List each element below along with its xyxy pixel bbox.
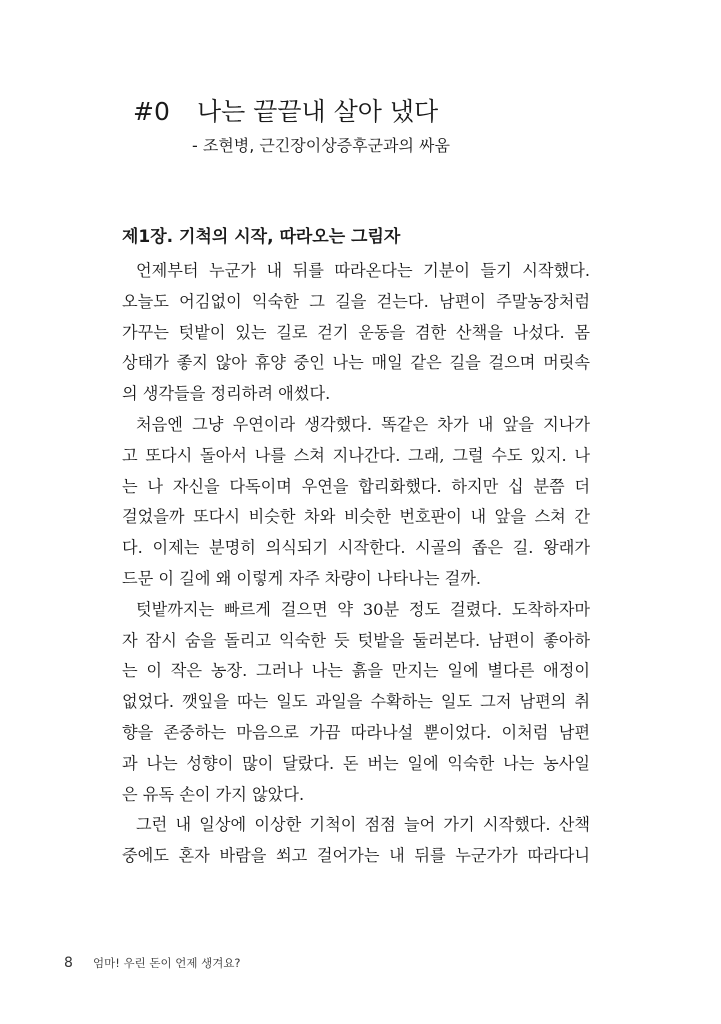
section-heading: 제1장. 기척의 시작, 따라오는 그림자 (122, 227, 401, 247)
chapter-header (133, 92, 438, 128)
text-line: 고 또다시 돌아서 나를 스쳐 지나간다. 그래, 그럴 수도 있지. 나 (122, 445, 590, 465)
text-line: 텃밭까지는 빠르게 걸으면 약 30분 정도 걸렸다. 도착하자마 (136, 599, 590, 619)
text-line: 다. 이제는 분명히 의식되기 시작한다. 시골의 좁은 길. 왕래가 (122, 538, 590, 558)
text-line: 언제부터 누군가 내 뒤를 따라온다는 기분이 들기 시작했다. (136, 261, 590, 280)
text-line: 오늘도 어김없이 익숙한 그 길을 걷는다. 남편이 주말농장처럼 (122, 291, 590, 311)
text-line: 의 생각들을 정리하려 애썼다. (122, 384, 331, 404)
chapter-title: 나는 끝끝내 살아 냈다 (197, 97, 439, 126)
page-number: 8 (64, 955, 73, 971)
chapter-number: #0 (133, 97, 170, 126)
text-line: 그런 내 일상에 이상한 기척이 점점 늘어 가기 시작했다. 산책 (136, 815, 590, 835)
text-line: 은 유독 손이 가지 않았다. (122, 784, 305, 804)
text-line: 상태가 좋지 않아 휴양 중인 나는 매일 같은 길을 걸으며 머릿속 (122, 353, 590, 373)
text-line: 자 잠시 숨을 돌리고 익숙한 듯 텃밭을 둘러본다. 남편이 좋아하 (122, 630, 590, 650)
body-text (122, 256, 590, 872)
running-book-title: 엄마! 우린 돈이 언제 생겨요? (93, 956, 241, 970)
text-line: 중에도 혼자 바람을 쐬고 걸어가는 내 뒤를 누군가가 따라다니 (122, 846, 590, 866)
text-line: 걸었을까 또다시 비슷한 차와 비슷한 번호판이 내 앞을 스쳐 간 (122, 507, 590, 527)
text-line: 없었다. 깻잎을 따는 일도 과일을 수확하는 일도 그저 남편의 취 (122, 692, 590, 712)
text-line: 는 나 자신을 다독이며 우연을 합리화했다. 하지만 십 분쯤 더 (122, 476, 590, 496)
text-line: 향을 존중하는 마음으로 가끔 따라나설 뿐이었다. 이처럼 남편 (122, 722, 590, 742)
text-line: 는 이 작은 농장. 그러나 나는 흙을 만지는 일에 별다른 애정이 (122, 661, 590, 681)
text-line: 과 나는 성향이 많이 달랐다. 돈 버는 일에 익숙한 나는 농사일 (122, 753, 590, 773)
text-line: 가꾸는 텃밭이 있는 길로 걷기 운동을 겸한 산책을 나섰다. 몸 (122, 322, 590, 342)
page-footer (64, 955, 241, 971)
chapter-subtitle: - 조현병, 근긴장이상증후군과의 싸움 (192, 136, 450, 155)
text-line: 드문 이 길에 왜 이렇게 자주 차량이 나타나는 걸까. (122, 568, 482, 588)
text-line: 처음엔 그냥 우연이라 생각했다. 똑같은 차가 내 앞을 지나가 (136, 414, 590, 434)
